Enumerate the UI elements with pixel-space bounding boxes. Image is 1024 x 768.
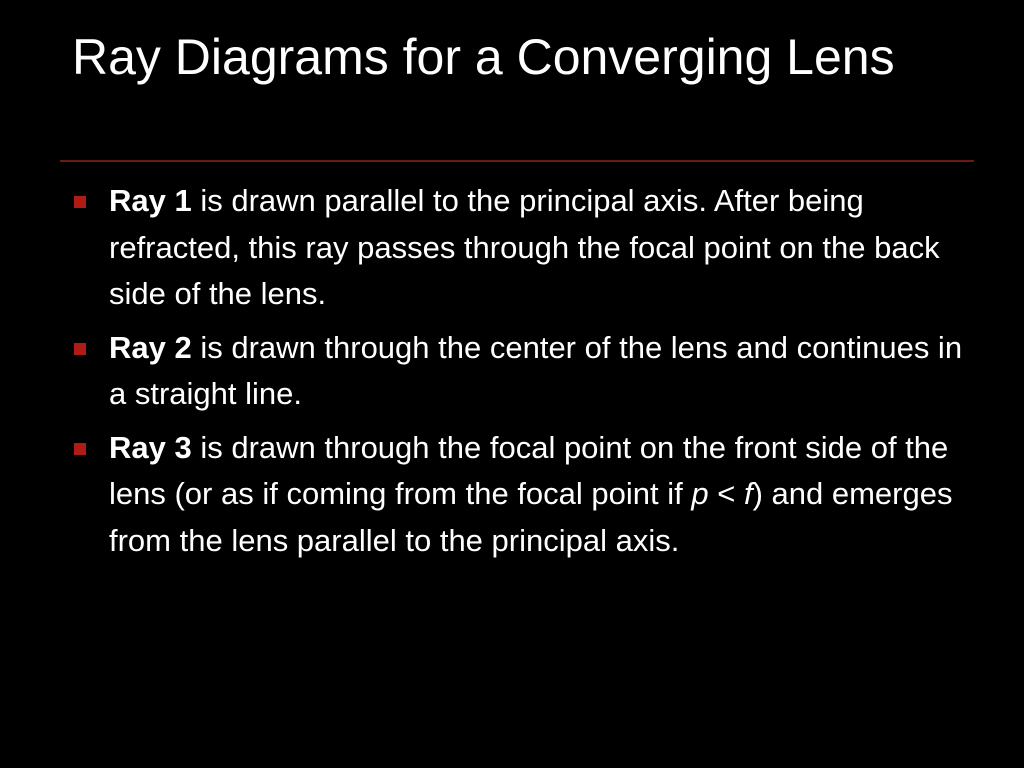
variable-p: p	[691, 476, 709, 511]
less-than-operator: <	[708, 476, 744, 511]
variable-f: f	[743, 476, 753, 511]
bullet-ray-1	[72, 178, 972, 318]
title-divider	[60, 160, 974, 162]
bullet-list	[72, 178, 972, 571]
square-bullet-icon	[74, 343, 86, 355]
bullet-ray-2	[72, 325, 972, 418]
ray-2-label: Ray 2	[109, 329, 192, 365]
square-bullet-icon	[74, 443, 86, 455]
ray-3-label: Ray 3	[109, 429, 192, 465]
slide-title: Ray Diagrams for a Converging Lens	[72, 29, 895, 85]
ray-3-text-before: is drawn through the focal point on the front side of the lens (or as if coming from the focal point if	[109, 429, 949, 511]
bullet-ray-3	[72, 425, 972, 565]
ray-1-text: is drawn parallel to the principal axis. After being refracted, this ray passes through the focal point on the back side of the lens.	[109, 183, 940, 311]
ray-2-text: is drawn through the center of the lens and continues in a straight line.	[109, 329, 963, 411]
ray-1-label: Ray 1	[109, 183, 192, 218]
square-bullet-icon	[74, 196, 86, 208]
ray-3-text-after: ) and emerges from the lens parallel to the principal axis.	[109, 476, 953, 558]
